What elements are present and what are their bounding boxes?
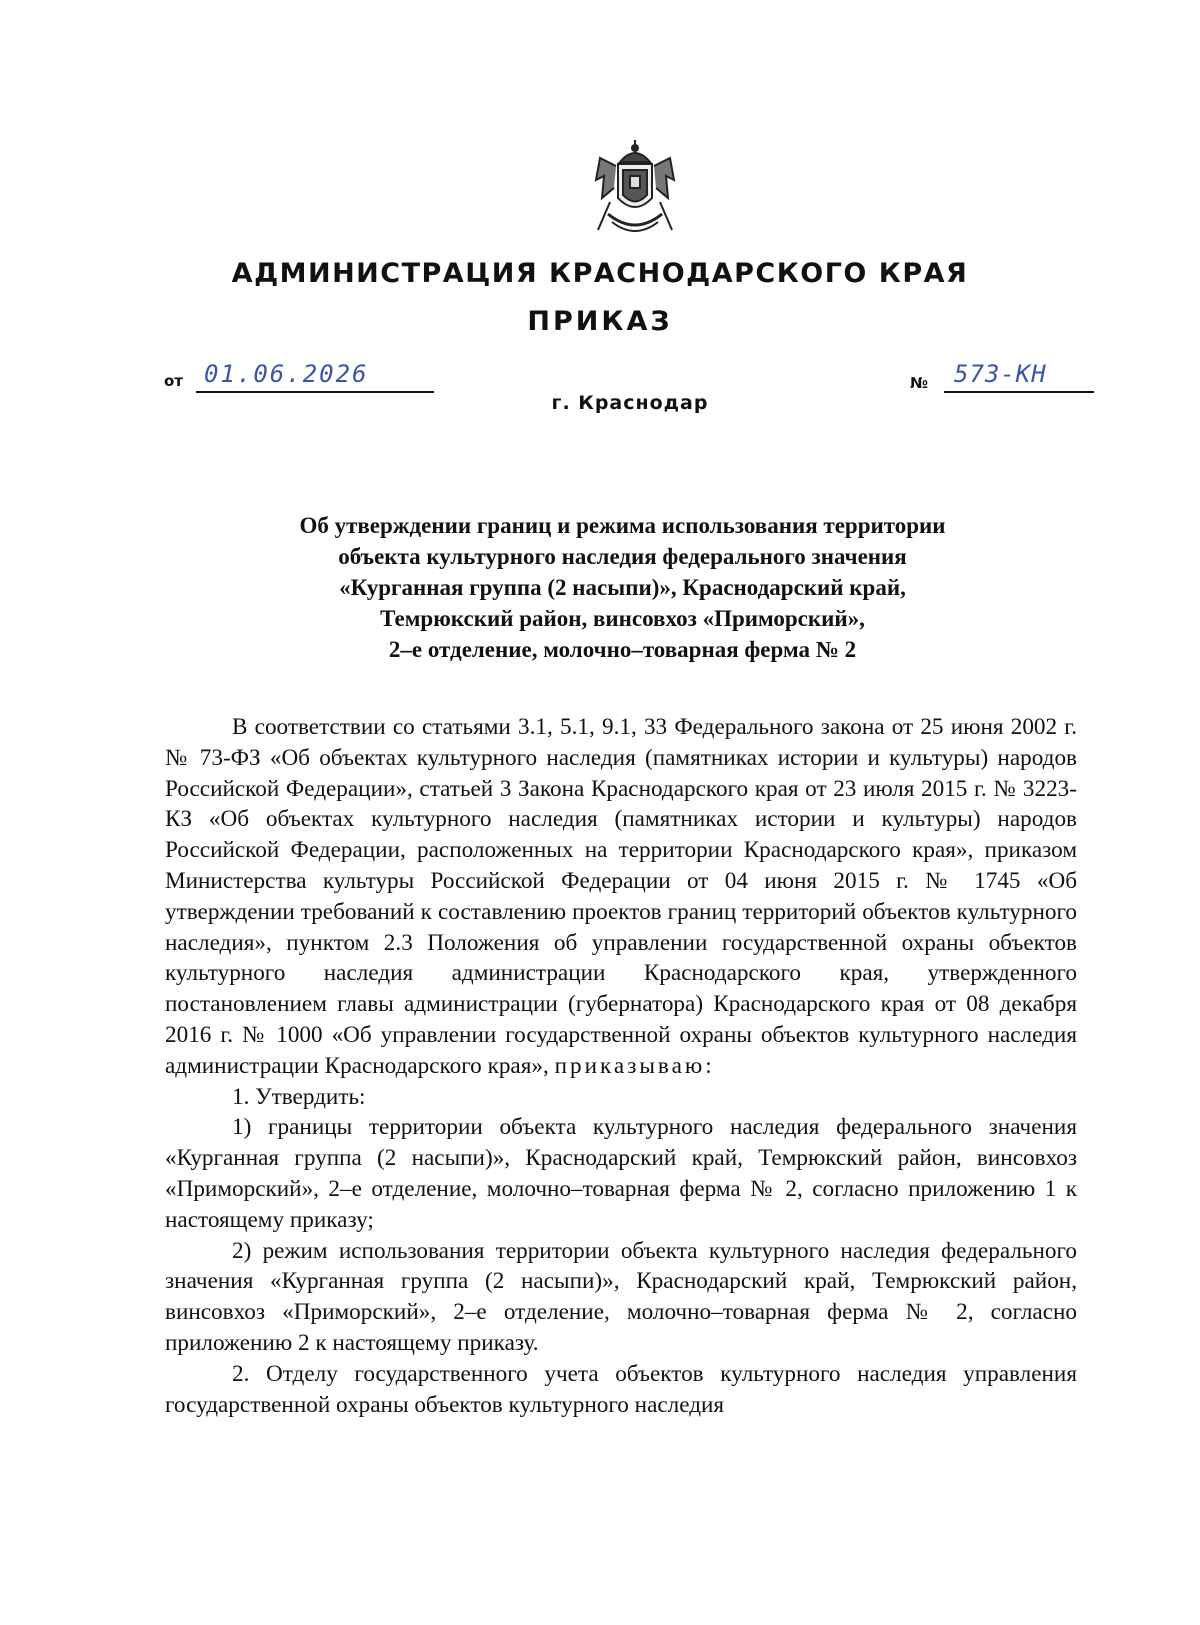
preamble-text: В соответствии со статьями 3.1, 5.1, 9.1, 33 Федерального закона от 25 июня 2002 г. № 73-ФЗ «Об объектах культурного наследия (памятниках истории и культуры) народов Российской Федерации», статьей 3 Закона Краснодарского края от 23 июля 2015 г. № 3223-КЗ «Об объектах культурного наследия (памятниках истории и культуры) народов Российской Федерации, расположенных на территории Краснодарского края», приказом Министерства культуры Российской Федерации от 04 июня 2015 г. № 1745 «Об утверждении требований к составлению проектов границ территорий объектов культурного наследия», пунктом 2.3 Положения об управлении государственной охраны объектов культурного наследия администрации Краснодарского края, утвержденного постановлением главы администрации (губернатора) Краснодарского края от 08 декабря 2016 г. № 1000 «Об управлении государственной охраны объектов культурного наследия администрации Краснодарского края»,	[165, 714, 1077, 1079]
title-line: объекта культурного наследия федерального значения	[338, 544, 907, 569]
number-prefix: №	[910, 374, 929, 392]
krasnodar-coat-of-arms-icon	[590, 140, 680, 240]
title-line: Темрюкский район, винсовхоз «Приморский»,	[380, 606, 865, 631]
date-prefix: от	[164, 372, 183, 390]
document-type: ПРИКАЗ	[527, 306, 673, 337]
item-1: 1. Утвердить:	[232, 1083, 366, 1110]
handwritten-number: 573-КН	[954, 360, 1047, 388]
number-field	[910, 360, 1100, 396]
title-line: 2–е отделение, молочно–товарная ферма № 2	[388, 637, 857, 662]
organization-name: АДМИНИСТРАЦИЯ КРАСНОДАРСКОГО КРАЯ	[231, 258, 969, 289]
title-line: «Курганная группа (2 насыпи)», Краснодарский край,	[339, 575, 906, 600]
title-line: Об утверждении границ и режима использования территории	[299, 513, 946, 538]
document-title	[170, 510, 1075, 665]
item-1-2: 2) режим использования территории объекта культурного наследия федерального значения «Курганная группа (2 насыпи)», Краснодарский край, Темрюкский район, винсовхоз «Приморский», 2–е отделение, молочно–товарная ферма № 2, согласно приложению 2 к настоящему приказу.	[165, 1237, 1077, 1356]
number-underline	[944, 391, 1094, 393]
order-word: приказываю:	[554, 1052, 715, 1079]
document-body	[165, 712, 1077, 1420]
handwritten-date: 01.06.2026	[204, 360, 369, 388]
city-name: г. Краснодар	[551, 392, 709, 414]
item-2: 2. Отделу государственного учета объектов культурного наследия управления государственной охраны объектов культурного наследия	[165, 1360, 1077, 1418]
preamble-paragraph	[165, 712, 1077, 1082]
item-1-1: 1) границы территории объекта культурного наследия федерального значения «Курганная группа (2 насыпи)», Краснодарский край, Темрюкский район, винсовхоз «Приморский», 2–е отделение, молочно–товарная ферма № 2, согласно приложению 1 к настоящему приказу;	[165, 1114, 1077, 1233]
